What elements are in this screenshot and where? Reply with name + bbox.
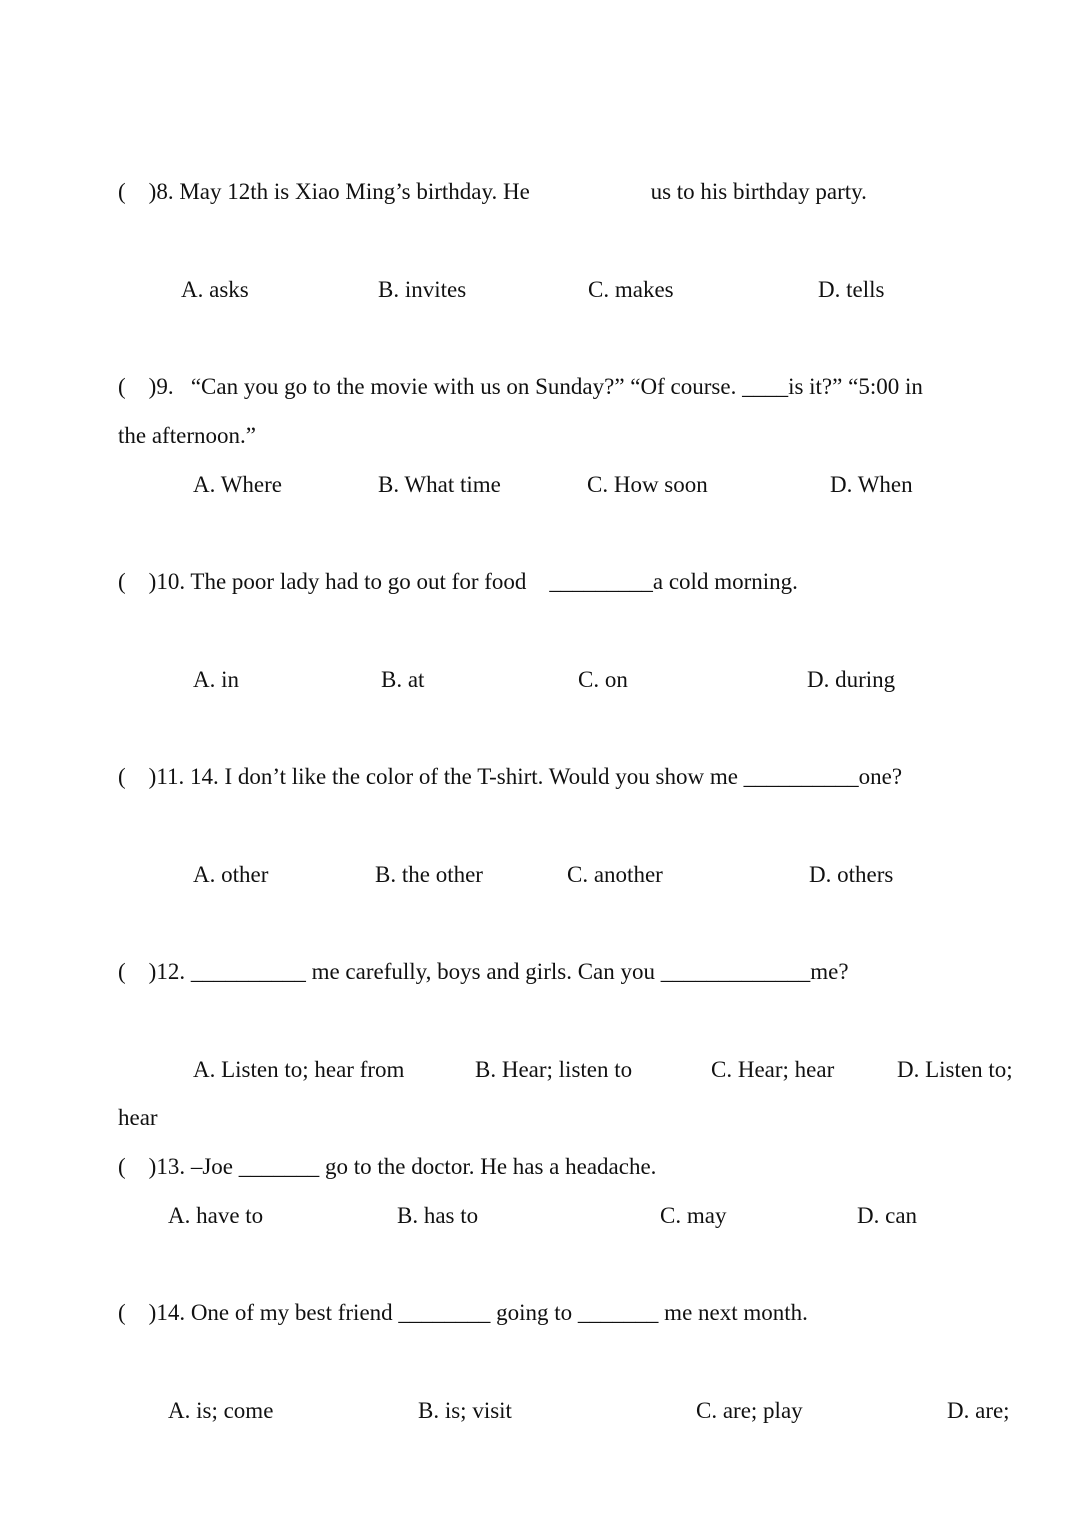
question-12-option-d-continued: hear xyxy=(118,1105,158,1130)
question-12-option-a: A. Listen to; hear from xyxy=(193,1057,405,1082)
question-11-option-a: A. other xyxy=(193,862,269,887)
question-14-option-d: D. are; xyxy=(947,1398,1010,1423)
question-14-stem: ( )14. One of my best friend ________ going to _______ me next month. xyxy=(118,1300,808,1325)
question-10-option-c: C. on xyxy=(578,667,628,692)
question-9-option-a: A. Where xyxy=(193,472,282,497)
question-14-option-c: C. are; play xyxy=(696,1398,803,1423)
question-12-stem: ( )12. __________ me carefully, boys and girls. Can you _____________me? xyxy=(118,959,849,984)
question-13-option-d: D. can xyxy=(857,1203,918,1228)
question-10-option-a: A. in xyxy=(193,667,239,692)
question-9-stem: ( )9. “Can you go to the movie with us on Sunday?” “Of course. ____is it?” “5:00 in xyxy=(118,374,923,399)
question-9-option-b: B. What time xyxy=(378,472,501,497)
question-9-option-d: D. When xyxy=(830,472,913,497)
question-12-option-c: C. Hear; hear xyxy=(711,1057,835,1082)
question-9-stem-continued: the afternoon.” xyxy=(118,423,256,448)
question-13-option-a: A. have to xyxy=(168,1203,264,1228)
question-12-option-d: D. Listen to; xyxy=(897,1057,1013,1082)
question-8-option-b: B. invites xyxy=(378,277,467,302)
question-13-option-b: B. has to xyxy=(397,1203,479,1228)
question-13-stem: ( )13. –Joe _______ go to the doctor. He has a headache. xyxy=(118,1154,657,1179)
question-8-option-d: D. tells xyxy=(818,277,885,302)
question-9-option-c: C. How soon xyxy=(587,472,708,497)
question-11-option-c: C. another xyxy=(567,862,663,887)
question-11-option-b: B. the other xyxy=(375,862,483,887)
question-13-option-c: C. may xyxy=(660,1203,727,1228)
question-10-option-d: D. during xyxy=(807,667,896,692)
question-10-option-b: B. at xyxy=(381,667,425,692)
question-12-option-b: B. Hear; listen to xyxy=(475,1057,633,1082)
question-11-stem: ( )11. 14. I don’t like the color of the T-shirt. Would you show me __________one? xyxy=(118,764,903,789)
question-8-option-c: C. makes xyxy=(588,277,674,302)
question-11-option-d: D. others xyxy=(809,862,894,887)
question-10-stem: ( )10. The poor lady had to go out for food _________a cold morning. xyxy=(118,569,798,594)
question-8-stem: ( )8. May 12th is Xiao Ming’s birthday. He us to his birthday party. xyxy=(118,179,867,204)
question-14-option-a: A. is; come xyxy=(168,1398,274,1423)
question-14-option-b: B. is; visit xyxy=(418,1398,512,1423)
question-8-option-a: A. asks xyxy=(181,277,249,302)
